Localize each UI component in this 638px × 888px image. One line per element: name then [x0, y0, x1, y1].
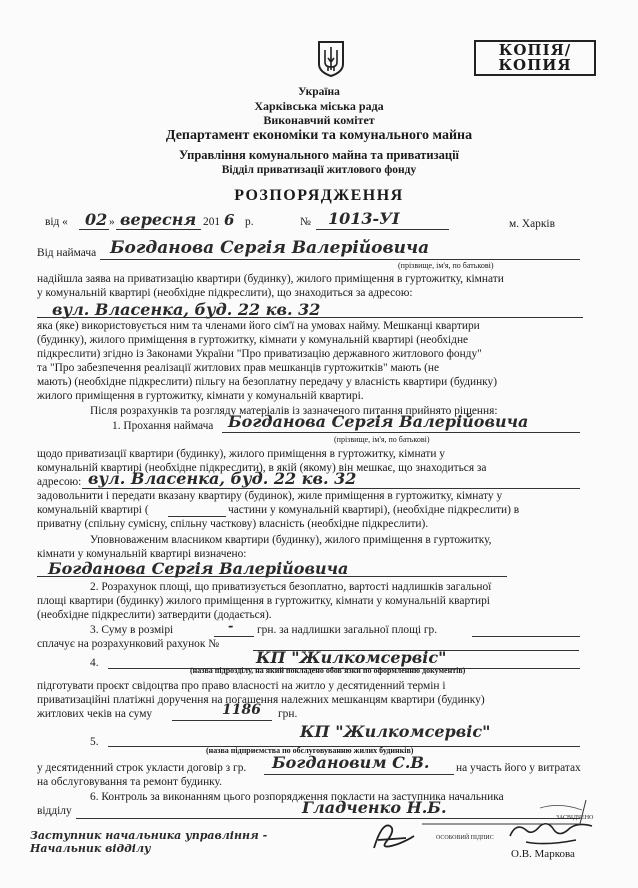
paragraph-line: частини у комунальній квартирі), (необхідне підкреслити) в	[228, 504, 520, 516]
paragraph-line: задовольнити і передати вказану квартиру (будинок), жиле приміщення в гуртожитку, кімнату у	[37, 490, 503, 502]
stamp-label-signature: ОСОБОВИЙ ПІДПИС	[436, 835, 494, 841]
item3-amount: -	[228, 619, 234, 634]
name-hint-2: (прізвище, ім'я, по батькові)	[334, 435, 430, 444]
header-division: Управління комунального майна та приватизації	[178, 148, 460, 162]
item5-label: 5.	[90, 736, 99, 748]
header-country: Україна	[298, 86, 340, 98]
paragraph-line: Після розрахунків та розгляду матеріалів із зазначеного питання прийнято рішення:	[90, 405, 498, 417]
signer-position-2: Начальник відділу	[30, 842, 151, 855]
paragraph-line: Уповноваженим власником квартири (будинку), жилого приміщення в гуртожитку,	[90, 534, 492, 546]
paragraph-line: площі квартири (будинку) жилого приміщення в гуртожитку, кімнати у комунальній квартирі	[37, 595, 490, 607]
paragraph-line: житлових чеків на суму	[37, 708, 153, 720]
item5-org: КП "Жилкомсервіс"	[300, 722, 491, 741]
paragraph-line: підкреслити) згідно із Законами України "Про приватизацію державного житлового фонду"	[37, 348, 482, 360]
copy-stamp: КОПІЯ/ КОПИЯ	[474, 40, 596, 76]
item4-hint: (назва підрозділу, на який покладено обов'язки по оформленню документів)	[190, 666, 466, 675]
order-number: 1013-УІ	[328, 209, 400, 228]
paragraph-line: грн. за надлишки загальної площі гр.	[257, 624, 438, 636]
paragraph-line: комунальній квартирі (	[37, 504, 149, 516]
paragraph-line: 6. Контроль за виконанням цього розпорядження покласти на заступника начальника	[90, 791, 504, 803]
header-council: Харківська міська рада	[254, 99, 384, 113]
paragraph-line: сплачує на розрахунковий рахунок №	[37, 638, 220, 650]
paragraph-line: у десятиденний строк укласти договір з гр.	[37, 762, 247, 774]
date-year-suffix: р.	[245, 216, 254, 228]
address: вул. Власенка, буд. 22 кв. 32	[52, 300, 321, 319]
item4-org: КП "Жилкомсервіс"	[256, 648, 447, 667]
paragraph-line: жилого приміщення в гуртожитку, кімнати у комунальній квартирі.	[37, 390, 364, 402]
item6-name: Гладченко Н.Б.	[302, 798, 447, 817]
item4-label: 4.	[90, 657, 99, 669]
paragraph-line: (необхідне підкреслити) затвердити (додається).	[37, 609, 272, 621]
header-department: Департамент економіки та комунального майна	[165, 128, 473, 143]
paragraph-line: приватну (спільну сумісну, спільну часткову) власність (необхідне підкреслити).	[37, 518, 429, 530]
address-label: адресою:	[37, 476, 82, 488]
signer-position-1: Заступник начальника управління -	[30, 829, 268, 842]
from-label: Від наймача	[37, 247, 97, 259]
date-sep: »	[109, 216, 115, 228]
item1-address: вул. Власенка, буд. 22 кв. 32	[88, 469, 357, 488]
item1-name: Богданова Сергія Валерійовича	[228, 412, 529, 431]
paragraph-line: яка (яке) використовується ним та членами його сім'ї на умовах найму. Мешканці квартири	[37, 320, 480, 332]
item4-sum: 1186	[222, 702, 261, 718]
seal-mark-icon	[420, 794, 590, 830]
paragraph-line: приватизаційні платіжні доручення на погашення належних мешканцям квартири (будинку)	[37, 694, 485, 706]
paragraph-line: кімнати у комунальній квартирі визначено:	[37, 548, 247, 560]
header-committee: Виконавчий комітет	[263, 113, 375, 127]
date-month: вересня	[120, 210, 197, 229]
signature-icon	[368, 818, 418, 854]
owner-name: Богданова Сергія Валерійовича	[48, 559, 349, 578]
paragraph-line: надійшла заява на приватизацію квартири (будинку), жилого приміщення в гуртожитку, кімнати	[37, 273, 504, 285]
date-day: 02	[85, 210, 108, 229]
paragraph-line: відділу	[37, 805, 72, 817]
item5-name: Богдановим С.В.	[272, 753, 430, 772]
city: м. Харків	[509, 218, 555, 230]
coat-of-arms-icon	[317, 40, 345, 78]
date-year-digit: 6	[224, 211, 235, 229]
paragraph-line: підготувати проєкт свідоцтва про право власності на житло у десятиденний термін і	[37, 680, 446, 692]
signer-name: О.В. Маркова	[511, 848, 575, 860]
paragraph-line: у комунальній квартирі (необхідне підкреслити), що знаходиться за адресою:	[37, 287, 413, 299]
paragraph-line: комунальній квартирі (необхідне підкреслити), в якій (якому) він мешкає, що знаходиться за	[37, 462, 487, 474]
number-label: №	[300, 216, 311, 228]
paragraph-line: 3. Суму в розмірі	[90, 624, 174, 636]
paragraph-line: на участь його у витратах	[456, 762, 581, 774]
tenant-name: Богданова Сергія Валерійовича	[110, 238, 430, 258]
item1-label: 1. Прохання наймача	[112, 420, 214, 432]
paragraph-line: 2. Розрахунок площі, що приватизується безоплатно, вартості надлишків загальної	[90, 581, 492, 593]
header-section: Відділ приватизації житлового фонду	[221, 164, 417, 176]
paragraph-line: на обслуговування та ремонт будинку.	[37, 776, 222, 788]
date-prefix: від «	[45, 216, 68, 228]
document-title: РОЗПОРЯДЖЕННЯ	[234, 187, 404, 204]
paragraph-line: щодо приватизації квартири (будинку), жилого приміщення в гуртожитку, кімнати у	[37, 448, 445, 460]
paragraph-line: мають) (необхідне підкреслити) пільгу на безоплатну передачу у власність квартири (будинку)	[37, 376, 498, 388]
paragraph-line: та "Про забезпечення реалізації житлових прав мешканців гуртожитків" мають (не	[37, 362, 440, 374]
name-hint: (прізвище, ім'я, по батькові)	[398, 261, 494, 270]
paragraph-line: грн.	[278, 708, 298, 720]
stamp-label-certified: ЗАСВІДЧЕНО	[556, 815, 594, 821]
paragraph-line: (будинку), жилого приміщення в гуртожитку, кімнати у комунальній квартирі (необхідне	[37, 334, 469, 346]
date-year-prefix: 201	[203, 216, 221, 228]
item5-hint: (назва підприємства по обслуговуванню жилих будинків)	[206, 746, 414, 755]
